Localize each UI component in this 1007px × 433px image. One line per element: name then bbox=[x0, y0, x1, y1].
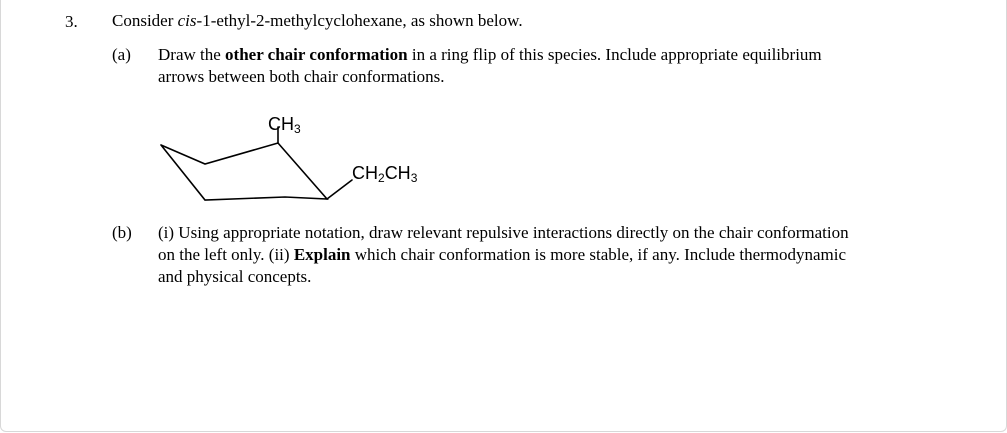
intro-suffix: -1-ethyl-2-methylcyclohexane, as shown below. bbox=[196, 11, 523, 30]
ethyl-label bbox=[352, 163, 417, 185]
methyl-subscript: 3 bbox=[294, 122, 301, 136]
intro-prefix: Consider bbox=[112, 11, 178, 30]
ethyl-bond bbox=[327, 180, 352, 199]
intro-italic: cis bbox=[177, 11, 197, 30]
part-b-line2 bbox=[158, 244, 846, 266]
part-b-label: (b) bbox=[112, 223, 132, 242]
chair-ring bbox=[161, 143, 327, 200]
part-b-line2-suffix: which chair conformation is more stable, if any. Include thermodynamic bbox=[350, 245, 847, 264]
part-a-line1-suffix: in a ring flip of this species. Include appropriate equilibrium bbox=[407, 45, 822, 64]
ethyl-ch-2: CH bbox=[384, 163, 411, 183]
part-a-line1-prefix: Draw the bbox=[158, 45, 226, 64]
ethyl-subscript-2: 3 bbox=[410, 171, 418, 185]
part-a-label: (a) bbox=[112, 45, 131, 64]
question-number: 3. bbox=[65, 12, 78, 31]
ethyl-ch-1: CH bbox=[352, 163, 378, 183]
part-a-line2: arrows between both chair conformations. bbox=[158, 67, 445, 86]
methyl-ch: CH bbox=[268, 114, 294, 134]
part-b-line2-prefix: on the left only. (ii) bbox=[158, 245, 294, 264]
methyl-label bbox=[268, 114, 301, 136]
part-b-line3: and physical concepts. bbox=[158, 267, 312, 286]
ethyl-subscript-1: 2 bbox=[378, 171, 385, 185]
part-b-line1: (i) Using appropriate notation, draw relevant repulsive interactions directly on the chair conformation bbox=[158, 223, 849, 242]
part-a-line1-bold: other chair conformation bbox=[225, 45, 408, 64]
part-b-line2-bold: Explain bbox=[293, 245, 351, 264]
